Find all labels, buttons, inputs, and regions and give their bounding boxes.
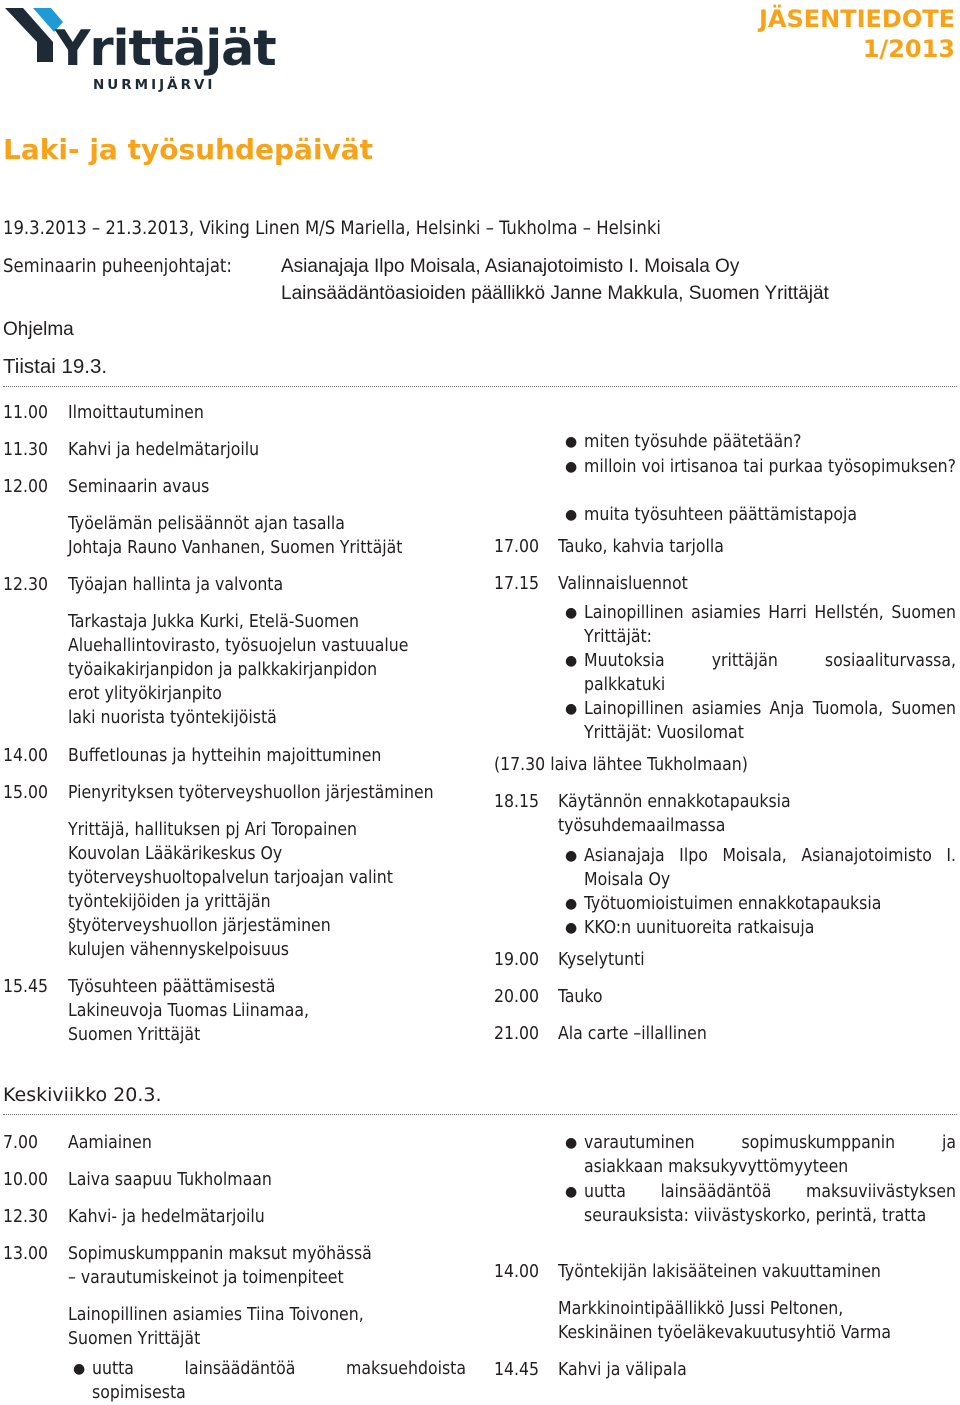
- event-detail: Yrittäjä, hallituksen pj Ari Toropainen: [68, 820, 357, 840]
- event: Kahvi ja hedelmätarjoilu: [68, 440, 260, 460]
- program-label: Ohjelma: [3, 319, 74, 340]
- time: 21.00: [494, 1024, 540, 1044]
- list-item: varautuminen sopimuskumppanin ja asiakkaan maksukyvyttömyyteen: [584, 1133, 956, 1177]
- event: Laiva saapuu Tukholmaan: [68, 1170, 272, 1190]
- event-detail: Lainopillinen asiamies Tiina Toivonen,: [68, 1305, 364, 1325]
- time: 11.30: [3, 440, 49, 460]
- event: Aamiainen: [68, 1133, 152, 1153]
- time: 18.15: [494, 792, 540, 812]
- event: Tauko: [558, 987, 603, 1007]
- chairs-label: Seminaarin puheenjohtajat:: [3, 256, 232, 277]
- event: Kahvi- ja hedelmätarjoilu: [68, 1207, 265, 1227]
- logo-name: Yrittäjät: [55, 20, 276, 77]
- event: Kahvi ja välipala: [558, 1360, 687, 1380]
- page-title: Laki- ja työsuhdepäivät: [3, 133, 374, 166]
- time: 14.00: [3, 746, 49, 766]
- bullet-icon: ●: [565, 896, 578, 912]
- event: Pienyrityksen työterveyshuollon järjestäminen: [68, 783, 434, 803]
- bullet-icon: ●: [565, 1184, 578, 1200]
- event: Buffetlounas ja hytteihin majoittuminen: [68, 746, 382, 766]
- event-detail: työaikakirjanpidon ja palkkakirjanpidon: [68, 660, 378, 680]
- bullet-icon: ●: [565, 434, 578, 450]
- event: Työsuhteen päättämisestä: [68, 977, 276, 997]
- divider: [3, 1114, 957, 1115]
- bullet-icon: ●: [565, 459, 578, 475]
- event-detail: Tarkastaja Jukka Kurki, Etelä-Suomen: [68, 612, 360, 632]
- event: Työajan hallinta ja valvonta: [68, 575, 284, 595]
- event-detail: erot ylityökirjanpito: [68, 684, 222, 704]
- bullet-icon: ●: [565, 653, 578, 669]
- time: 17.00: [494, 537, 540, 557]
- chair-2: Lainsäädäntöasioiden päällikkö Janne Makkula, Suomen Yrittäjät: [281, 283, 829, 304]
- time: 14.00: [494, 1262, 540, 1282]
- bullet-icon: ●: [73, 1361, 86, 1377]
- event-detail: laki nuorista työntekijöistä: [68, 708, 277, 728]
- list-item: KKO:n uunituoreita ratkaisuja: [584, 918, 815, 938]
- event: Ilmoittautuminen: [68, 403, 204, 423]
- time: 20.00: [494, 987, 540, 1007]
- event: Valinnaisluennot: [558, 574, 688, 594]
- event: Käytännön ennakkotapauksia: [558, 792, 791, 812]
- time: 14.45: [494, 1360, 540, 1380]
- event-detail: – varautumiskeinot ja toimenpiteet: [68, 1268, 344, 1288]
- event-detail: Keskinäinen työeläkevakuutusyhtiö Varma: [558, 1323, 892, 1343]
- event-detail: työterveyshuoltopalvelun tarjoajan valint: [68, 868, 393, 888]
- issue-number: 1/2013: [862, 35, 955, 63]
- chair-1: Asianajaja Ilpo Moisala, Asianajotoimisto I. Moisala Oy: [281, 256, 740, 277]
- time: 10.00: [3, 1170, 49, 1190]
- time: 19.00: [494, 950, 540, 970]
- event-detail: §työterveyshuollon järjestäminen: [68, 916, 331, 936]
- time: 12.00: [3, 477, 49, 497]
- time: 15.00: [3, 783, 49, 803]
- bullet-icon: ●: [565, 701, 578, 717]
- day2-title: Keskiviikko 20.3.: [3, 1084, 162, 1106]
- time: 12.30: [3, 575, 49, 595]
- list-item: Muutoksia yrittäjän sosiaaliturvassa, palkkatuki: [584, 651, 956, 695]
- event: Työntekijän lakisääteinen vakuuttaminen: [558, 1262, 881, 1282]
- event-detail: Johtaja Rauno Vanhanen, Suomen Yrittäjät: [68, 538, 403, 558]
- list-item: milloin voi irtisanoa tai purkaa työsopimuksen?: [584, 457, 956, 477]
- event: Ala carte –illallinen: [558, 1024, 707, 1044]
- time: 13.00: [3, 1244, 49, 1264]
- event-detail: Markkinointipäällikkö Jussi Peltonen,: [558, 1299, 844, 1319]
- list-item: Lainopillinen asiamies Harri Hellstén, Suomen Yrittäjät:: [584, 603, 956, 647]
- time: 12.30: [3, 1207, 49, 1227]
- bullet-icon: ●: [565, 920, 578, 936]
- list-item: muita työsuhteen päättämistapoja: [584, 505, 857, 525]
- event: Seminaarin avaus: [68, 477, 210, 497]
- issue-title: JÄSENTIEDOTE: [758, 5, 955, 33]
- logo: [3, 8, 276, 94]
- time: 11.00: [3, 403, 49, 423]
- list-item: Lainopillinen asiamies Anja Tuomola, Suomen Yrittäjät: Vuosilomat: [584, 699, 956, 743]
- note: (17.30 laiva lähtee Tukholmaan): [494, 755, 748, 775]
- list-item: Asianajaja Ilpo Moisala, Asianajotoimisto I. Moisala Oy: [584, 846, 956, 890]
- divider: [3, 386, 957, 387]
- event-detail: Lakineuvoja Tuomas Liinamaa,: [68, 1001, 310, 1021]
- time: 7.00: [3, 1133, 39, 1153]
- event-detail: Suomen Yrittäjät: [68, 1329, 201, 1349]
- time: 15.45: [3, 977, 49, 997]
- bullet-icon: ●: [565, 605, 578, 621]
- bullet-icon: ●: [565, 1135, 578, 1151]
- event: Sopimuskumppanin maksut myöhässä: [68, 1244, 372, 1264]
- event-detail: kulujen vähennyskelpoisuus: [68, 940, 289, 960]
- bullet-icon: ●: [565, 507, 578, 523]
- event-detail: Suomen Yrittäjät: [68, 1025, 201, 1045]
- time: 17.15: [494, 574, 540, 594]
- event-detail: työntekijöiden ja yrittäjän: [68, 892, 271, 912]
- event-detail: työsuhdemaailmassa: [558, 816, 726, 836]
- event: Tauko, kahvia tarjolla: [558, 537, 724, 557]
- list-item: miten työsuhde päätetään?: [584, 432, 802, 452]
- event-detail: Kouvolan Lääkärikeskus Oy: [68, 844, 283, 864]
- event-detail: Työelämän pelisäännöt ajan tasalla: [68, 514, 345, 534]
- event: Kyselytunti: [558, 950, 645, 970]
- dates-line: 19.3.2013 – 21.3.2013, Viking Linen M/S Mariella, Helsinki – Tukholma – Helsinki: [3, 218, 661, 239]
- list-item: Työtuomioistuimen ennakkotapauksia: [584, 894, 882, 914]
- bullet-icon: ●: [565, 848, 578, 864]
- list-item: uutta lainsäädäntöä maksuviivästyksen seurauksista: viivästyskorko, perintä, tratta: [584, 1182, 956, 1226]
- list-item: uuttа lainsäädäntöä maksuehdoista sopimisesta: [92, 1359, 466, 1403]
- event-detail: Aluehallintovirasto, työsuojelun vastuualue: [68, 636, 409, 656]
- logo-sub: NURMIJÄRVI: [93, 77, 216, 93]
- day1-title: Tiistai 19.3.: [3, 355, 108, 378]
